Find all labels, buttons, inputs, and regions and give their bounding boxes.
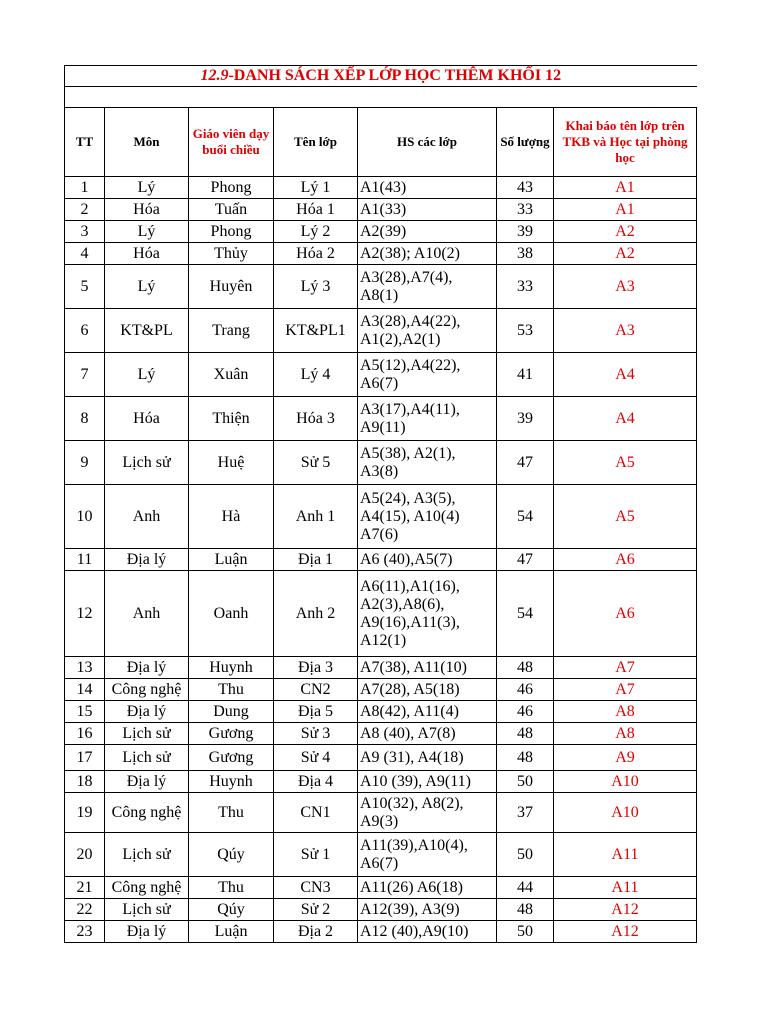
cell-so-luong: 43 xyxy=(497,177,554,199)
cell-so-luong: 48 xyxy=(497,899,554,921)
cell-tt: 20 xyxy=(65,833,105,877)
cell-so-luong: 44 xyxy=(497,877,554,899)
cell-giao-vien: Xuân xyxy=(189,353,274,397)
cell-mon: Lý xyxy=(105,221,189,243)
cell-mon: Anh xyxy=(105,571,189,657)
cell-hs-cac-lop: A7(28), A5(18) xyxy=(358,679,497,701)
cell-ten-lop: Hóa 3 xyxy=(274,397,358,441)
cell-tt: 7 xyxy=(65,353,105,397)
cell-mon: Công nghệ xyxy=(105,679,189,701)
cell-mon: Địa lý xyxy=(105,549,189,571)
table-row xyxy=(65,353,697,397)
table-row xyxy=(65,771,697,793)
cell-tt: 6 xyxy=(65,309,105,353)
table-row xyxy=(65,549,697,571)
header-row xyxy=(65,108,697,177)
blank-cell xyxy=(65,87,697,108)
cell-so-luong: 48 xyxy=(497,723,554,745)
cell-ten-lop: Địa 5 xyxy=(274,701,358,723)
cell-ten-lop: Lý 4 xyxy=(274,353,358,397)
cell-tt: 8 xyxy=(65,397,105,441)
cell-hs-cac-lop: A8 (40), A7(8) xyxy=(358,723,497,745)
cell-phong-hoc: A11 xyxy=(554,833,697,877)
cell-ten-lop: Sử 3 xyxy=(274,723,358,745)
table-row xyxy=(65,485,697,549)
cell-phong-hoc: A3 xyxy=(554,265,697,309)
title-row xyxy=(65,66,697,87)
cell-ten-lop: Sử 4 xyxy=(274,745,358,771)
cell-ten-lop: Địa 2 xyxy=(274,921,358,943)
cell-so-luong: 39 xyxy=(497,221,554,243)
cell-tt: 12 xyxy=(65,571,105,657)
cell-phong-hoc: A4 xyxy=(554,353,697,397)
cell-so-luong: 48 xyxy=(497,657,554,679)
cell-phong-hoc: A7 xyxy=(554,679,697,701)
cell-so-luong: 54 xyxy=(497,571,554,657)
table-row xyxy=(65,657,697,679)
cell-tt: 17 xyxy=(65,745,105,771)
table-row xyxy=(65,723,697,745)
cell-giao-vien: Phong xyxy=(189,221,274,243)
cell-phong-hoc: A7 xyxy=(554,657,697,679)
cell-mon: Hóa xyxy=(105,397,189,441)
cell-hs-cac-lop: A11(39),A10(4), A6(7) xyxy=(358,833,497,877)
cell-phong-hoc: A1 xyxy=(554,199,697,221)
table-row xyxy=(65,877,697,899)
cell-so-luong: 50 xyxy=(497,771,554,793)
header-ten-lop: Tên lớp xyxy=(274,108,358,177)
header-giao-vien: Giáo viên dạy buổi chiều xyxy=(189,108,274,177)
cell-phong-hoc: A10 xyxy=(554,793,697,833)
cell-mon: Lịch sử xyxy=(105,745,189,771)
cell-phong-hoc: A9 xyxy=(554,745,697,771)
cell-tt: 5 xyxy=(65,265,105,309)
cell-so-luong: 33 xyxy=(497,199,554,221)
title-number: 12.9 xyxy=(200,67,229,84)
cell-mon: Địa lý xyxy=(105,657,189,679)
cell-tt: 3 xyxy=(65,221,105,243)
cell-ten-lop: Địa 4 xyxy=(274,771,358,793)
cell-ten-lop: Lý 1 xyxy=(274,177,358,199)
cell-ten-lop: Địa 1 xyxy=(274,549,358,571)
cell-hs-cac-lop: A2(38); A10(2) xyxy=(358,243,497,265)
cell-hs-cac-lop: A3(28),A4(22), A1(2),A2(1) xyxy=(358,309,497,353)
cell-mon: Công nghệ xyxy=(105,877,189,899)
cell-mon: Hóa xyxy=(105,243,189,265)
cell-giao-vien: Tuấn xyxy=(189,199,274,221)
cell-phong-hoc: A8 xyxy=(554,723,697,745)
cell-hs-cac-lop: A5(24), A3(5), A4(15), A10(4) A7(6) xyxy=(358,485,497,549)
cell-tt: 1 xyxy=(65,177,105,199)
cell-tt: 22 xyxy=(65,899,105,921)
table-row xyxy=(65,921,697,943)
cell-mon: Lý xyxy=(105,265,189,309)
cell-phong-hoc: A8 xyxy=(554,701,697,723)
cell-giao-vien: Thu xyxy=(189,877,274,899)
cell-phong-hoc: A5 xyxy=(554,441,697,485)
table-row xyxy=(65,221,697,243)
cell-hs-cac-lop: A3(28),A7(4), A8(1) xyxy=(358,265,497,309)
cell-mon: Lịch sử xyxy=(105,723,189,745)
cell-ten-lop: Sử 2 xyxy=(274,899,358,921)
cell-phong-hoc: A3 xyxy=(554,309,697,353)
header-mon: Môn xyxy=(105,108,189,177)
cell-ten-lop: KT&PL1 xyxy=(274,309,358,353)
table-row xyxy=(65,701,697,723)
cell-hs-cac-lop: A11(26) A6(18) xyxy=(358,877,497,899)
title-text: -DANH SÁCH XẾP LỚP HỌC THÊM KHỐI 12 xyxy=(228,67,562,84)
cell-ten-lop: Anh 2 xyxy=(274,571,358,657)
cell-ten-lop: Anh 1 xyxy=(274,485,358,549)
cell-hs-cac-lop: A9 (31), A4(18) xyxy=(358,745,497,771)
cell-so-luong: 53 xyxy=(497,309,554,353)
cell-phong-hoc: A1 xyxy=(554,177,697,199)
cell-ten-lop: Hóa 1 xyxy=(274,199,358,221)
cell-so-luong: 50 xyxy=(497,921,554,943)
cell-phong-hoc: A11 xyxy=(554,877,697,899)
table-row xyxy=(65,833,697,877)
cell-ten-lop: Lý 2 xyxy=(274,221,358,243)
cell-mon: Lý xyxy=(105,353,189,397)
cell-giao-vien: Qúy xyxy=(189,899,274,921)
cell-hs-cac-lop: A5(12),A4(22), A6(7) xyxy=(358,353,497,397)
cell-hs-cac-lop: A12 (40),A9(10) xyxy=(358,921,497,943)
cell-tt: 23 xyxy=(65,921,105,943)
cell-tt: 4 xyxy=(65,243,105,265)
cell-mon: Lịch sử xyxy=(105,833,189,877)
cell-tt: 13 xyxy=(65,657,105,679)
cell-so-luong: 39 xyxy=(497,397,554,441)
table-row xyxy=(65,243,697,265)
cell-so-luong: 41 xyxy=(497,353,554,397)
cell-giao-vien: Trang xyxy=(189,309,274,353)
cell-giao-vien: Gương xyxy=(189,723,274,745)
cell-mon: Lịch sử xyxy=(105,441,189,485)
cell-phong-hoc: A12 xyxy=(554,921,697,943)
cell-ten-lop: Lý 3 xyxy=(274,265,358,309)
table-row xyxy=(65,177,697,199)
cell-phong-hoc: A2 xyxy=(554,243,697,265)
cell-so-luong: 47 xyxy=(497,441,554,485)
table-row xyxy=(65,309,697,353)
cell-phong-hoc: A6 xyxy=(554,549,697,571)
cell-so-luong: 33 xyxy=(497,265,554,309)
cell-phong-hoc: A6 xyxy=(554,571,697,657)
cell-ten-lop: CN1 xyxy=(274,793,358,833)
cell-mon: Địa lý xyxy=(105,701,189,723)
cell-phong-hoc: A4 xyxy=(554,397,697,441)
table-row xyxy=(65,793,697,833)
cell-giao-vien: Hà xyxy=(189,485,274,549)
cell-hs-cac-lop: A1(43) xyxy=(358,177,497,199)
cell-giao-vien: Qúy xyxy=(189,833,274,877)
cell-mon: Địa lý xyxy=(105,921,189,943)
cell-so-luong: 46 xyxy=(497,679,554,701)
cell-so-luong: 50 xyxy=(497,833,554,877)
table-row xyxy=(65,397,697,441)
cell-hs-cac-lop: A5(38), A2(1), A3(8) xyxy=(358,441,497,485)
cell-phong-hoc: A10 xyxy=(554,771,697,793)
table-row xyxy=(65,441,697,485)
table-row xyxy=(65,745,697,771)
cell-phong-hoc: A5 xyxy=(554,485,697,549)
cell-phong-hoc: A12 xyxy=(554,899,697,921)
header-hs-cac-lop: HS các lớp xyxy=(358,108,497,177)
cell-ten-lop: Sử 1 xyxy=(274,833,358,877)
cell-mon: Công nghệ xyxy=(105,793,189,833)
table-row xyxy=(65,899,697,921)
cell-giao-vien: Huệ xyxy=(189,441,274,485)
cell-giao-vien: Oanh xyxy=(189,571,274,657)
cell-giao-vien: Huynh xyxy=(189,771,274,793)
cell-hs-cac-lop: A10(32), A8(2), A9(3) xyxy=(358,793,497,833)
cell-so-luong: 48 xyxy=(497,745,554,771)
cell-hs-cac-lop: A12(39), A3(9) xyxy=(358,899,497,921)
cell-tt: 18 xyxy=(65,771,105,793)
cell-giao-vien: Gương xyxy=(189,745,274,771)
cell-mon: Hóa xyxy=(105,199,189,221)
cell-tt: 15 xyxy=(65,701,105,723)
cell-tt: 16 xyxy=(65,723,105,745)
cell-giao-vien: Thủy xyxy=(189,243,274,265)
table-row xyxy=(65,679,697,701)
cell-phong-hoc: A2 xyxy=(554,221,697,243)
cell-so-luong: 54 xyxy=(497,485,554,549)
cell-hs-cac-lop: A6(11),A1(16), A2(3),A8(6), A9(16),A11(3), A12(1) xyxy=(358,571,497,657)
schedule-table xyxy=(64,65,697,943)
cell-mon: Lịch sử xyxy=(105,899,189,921)
table-row xyxy=(65,199,697,221)
cell-so-luong: 46 xyxy=(497,701,554,723)
cell-so-luong: 37 xyxy=(497,793,554,833)
cell-mon: Lý xyxy=(105,177,189,199)
cell-tt: 10 xyxy=(65,485,105,549)
cell-so-luong: 38 xyxy=(497,243,554,265)
cell-ten-lop: Địa 3 xyxy=(274,657,358,679)
cell-hs-cac-lop: A10 (39), A9(11) xyxy=(358,771,497,793)
table-row xyxy=(65,265,697,309)
sheet-title xyxy=(65,66,697,87)
cell-tt: 2 xyxy=(65,199,105,221)
class-schedule-sheet xyxy=(64,65,696,943)
cell-ten-lop: CN2 xyxy=(274,679,358,701)
table-row xyxy=(65,571,697,657)
cell-ten-lop: Hóa 2 xyxy=(274,243,358,265)
cell-tt: 11 xyxy=(65,549,105,571)
cell-giao-vien: Luận xyxy=(189,549,274,571)
cell-giao-vien: Thu xyxy=(189,679,274,701)
cell-tt: 14 xyxy=(65,679,105,701)
cell-hs-cac-lop: A6 (40),A5(7) xyxy=(358,549,497,571)
cell-hs-cac-lop: A8(42), A11(4) xyxy=(358,701,497,723)
cell-giao-vien: Thiện xyxy=(189,397,274,441)
cell-giao-vien: Dung xyxy=(189,701,274,723)
cell-ten-lop: Sử 5 xyxy=(274,441,358,485)
cell-mon: Anh xyxy=(105,485,189,549)
cell-hs-cac-lop: A3(17),A4(11), A9(11) xyxy=(358,397,497,441)
cell-ten-lop: CN3 xyxy=(274,877,358,899)
cell-mon: Địa lý xyxy=(105,771,189,793)
cell-hs-cac-lop: A7(38), A11(10) xyxy=(358,657,497,679)
header-so-luong: Số lượng xyxy=(497,108,554,177)
cell-giao-vien: Huyên xyxy=(189,265,274,309)
cell-giao-vien: Phong xyxy=(189,177,274,199)
cell-mon: KT&PL xyxy=(105,309,189,353)
cell-giao-vien: Thu xyxy=(189,793,274,833)
header-tt: TT xyxy=(65,108,105,177)
cell-tt: 19 xyxy=(65,793,105,833)
header-khai-bao: Khai báo tên lớp trên TKB và Học tại phòng học xyxy=(554,108,697,177)
cell-tt: 21 xyxy=(65,877,105,899)
cell-tt: 9 xyxy=(65,441,105,485)
cell-hs-cac-lop: A1(33) xyxy=(358,199,497,221)
blank-row xyxy=(65,87,697,108)
cell-so-luong: 47 xyxy=(497,549,554,571)
cell-giao-vien: Luận xyxy=(189,921,274,943)
cell-giao-vien: Huynh xyxy=(189,657,274,679)
cell-hs-cac-lop: A2(39) xyxy=(358,221,497,243)
